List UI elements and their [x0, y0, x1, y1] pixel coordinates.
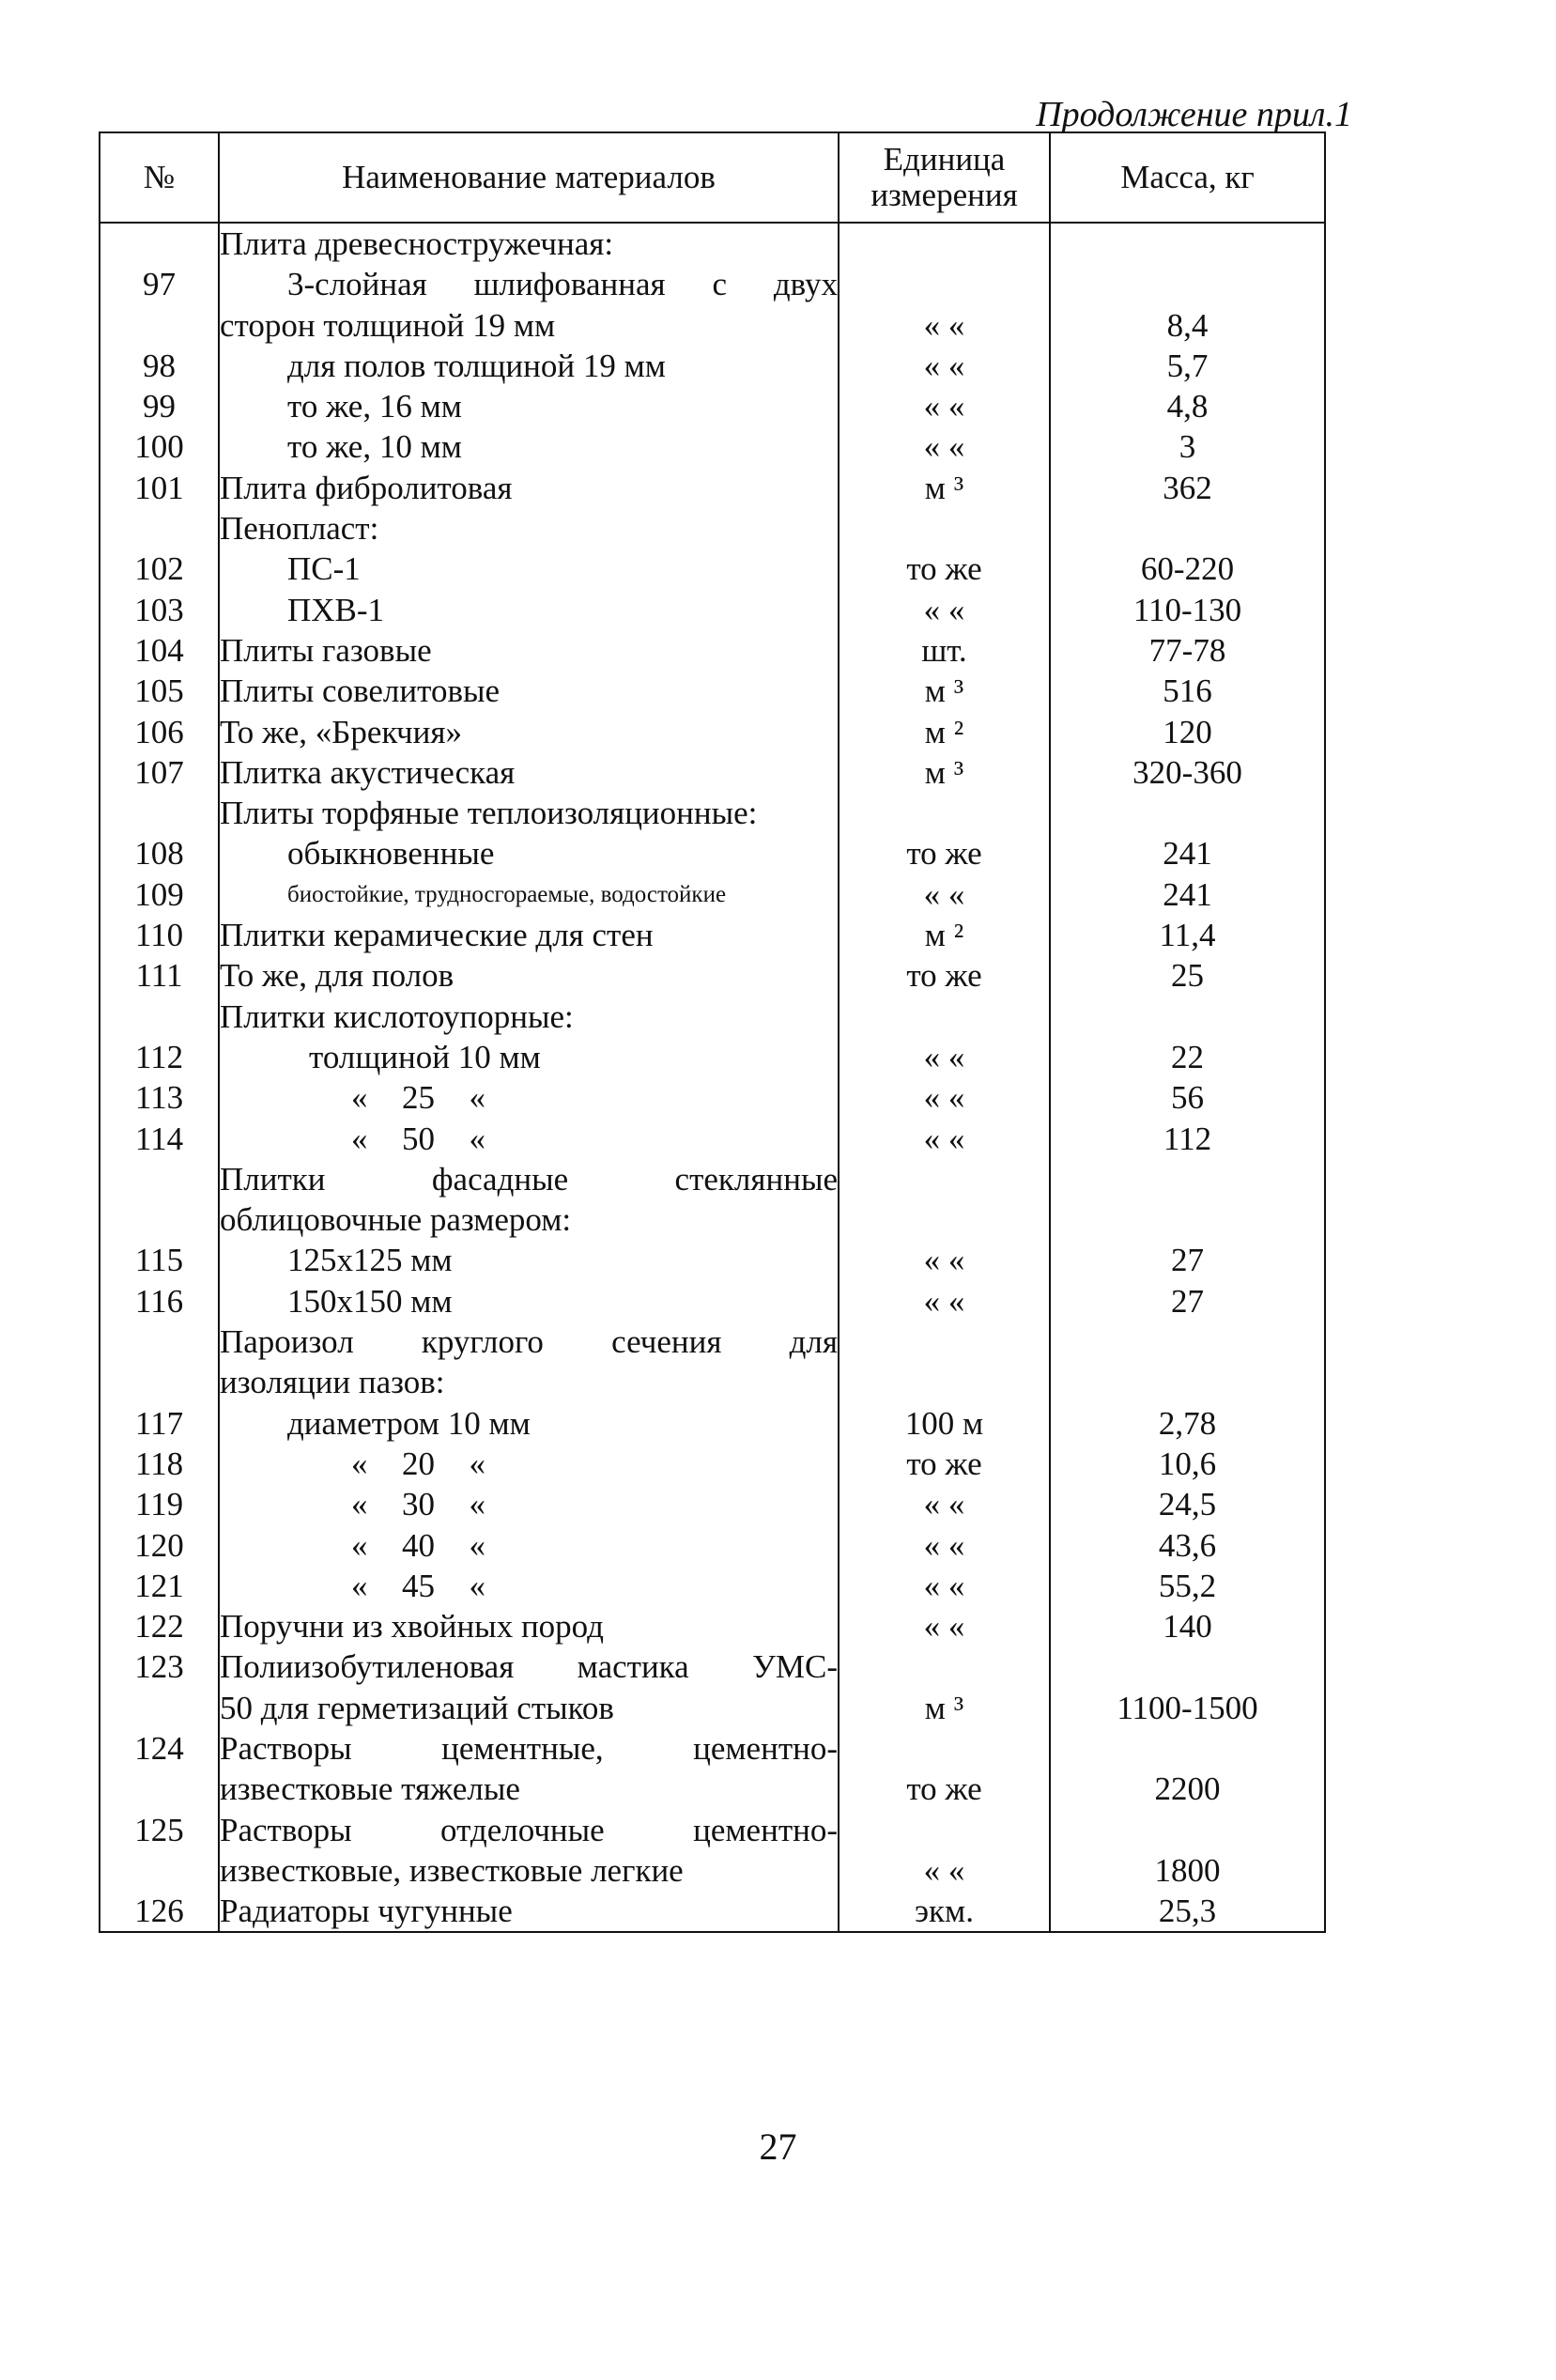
material-name: 3-слойная шлифованная с двух — [219, 264, 839, 304]
continuation-label: Продолжение прил.1 — [1036, 95, 1352, 134]
mass-cell: 22 — [1050, 1037, 1325, 1077]
mass-cell: 320-360 — [1050, 752, 1325, 793]
row-number: 124 — [100, 1728, 219, 1769]
row-number: 111 — [100, 955, 219, 996]
row-number: 104 — [100, 630, 219, 671]
table-row — [100, 1850, 1325, 1891]
unit-cell: « « — [839, 1240, 1050, 1280]
unit-cell: то же — [839, 833, 1050, 873]
mass-cell — [1050, 793, 1325, 833]
table-row — [100, 1444, 1325, 1484]
material-name — [219, 1484, 839, 1524]
unit-cell: « « — [839, 305, 1050, 346]
material-name — [219, 1525, 839, 1566]
row-number — [100, 1688, 219, 1728]
material-name: ПХВ-1 — [219, 590, 839, 630]
header-name: Наименование материалов — [219, 132, 839, 223]
mass-cell: 27 — [1050, 1240, 1325, 1280]
unit-cell: « « — [839, 1037, 1050, 1077]
row-number — [100, 223, 219, 264]
material-name: То же, «Брекчия» — [219, 712, 839, 752]
mass-cell: 120 — [1050, 712, 1325, 752]
material-name — [219, 1444, 839, 1484]
unit-cell: м ² — [839, 915, 1050, 955]
unit-cell: то же — [839, 549, 1050, 589]
material-name — [219, 1566, 839, 1606]
table-row — [100, 1484, 1325, 1524]
unit-cell — [839, 1728, 1050, 1769]
table-row — [100, 1077, 1325, 1118]
material-name: Растворы отделочные цементно- — [219, 1810, 839, 1850]
row-number: 118 — [100, 1444, 219, 1484]
material-name: Растворы цементные, цементно- — [219, 1728, 839, 1769]
table-row — [100, 712, 1325, 752]
ditto-mark: « — [351, 1526, 368, 1564]
table-row — [100, 1891, 1325, 1932]
mass-cell: 241 — [1050, 874, 1325, 915]
unit-cell: « « — [839, 1077, 1050, 1118]
unit-cell: « « — [839, 1484, 1050, 1524]
material-name-value: 50 — [402, 1120, 435, 1157]
unit-cell: м ³ — [839, 1688, 1050, 1728]
table-row — [100, 223, 1325, 264]
table-row — [100, 997, 1325, 1037]
ditto-mark: « — [351, 1120, 368, 1157]
table-row — [100, 1362, 1325, 1402]
mass-cell: 1800 — [1050, 1850, 1325, 1891]
material-name: Пароизол круглого сечения для — [219, 1321, 839, 1362]
table-row — [100, 671, 1325, 711]
row-number — [100, 1850, 219, 1891]
ditto-mark: « — [351, 1486, 368, 1523]
row-number: 101 — [100, 468, 219, 508]
material-name-value: 40 — [402, 1526, 435, 1564]
unit-cell — [839, 223, 1050, 264]
row-number: 98 — [100, 346, 219, 386]
unit-cell: м ³ — [839, 752, 1050, 793]
mass-cell — [1050, 1159, 1325, 1199]
row-number: 105 — [100, 671, 219, 711]
ditto-mark: « — [469, 1486, 485, 1523]
unit-cell: « « — [839, 1606, 1050, 1646]
table-row — [100, 305, 1325, 346]
material-name: диаметром 10 мм — [219, 1403, 839, 1444]
mass-cell: 24,5 — [1050, 1484, 1325, 1524]
table-row — [100, 1606, 1325, 1646]
unit-cell: « « — [839, 386, 1050, 426]
row-number: 126 — [100, 1891, 219, 1932]
table-header-row — [100, 132, 1325, 223]
unit-cell: м ² — [839, 712, 1050, 752]
row-number: 120 — [100, 1525, 219, 1566]
unit-cell — [839, 508, 1050, 549]
ditto-mark: « — [351, 1445, 368, 1482]
material-name: биостойкие, трудносгораемые, водостойкие — [219, 874, 839, 915]
mass-cell — [1050, 997, 1325, 1037]
row-number: 110 — [100, 915, 219, 955]
material-name: для полов толщиной 19 мм — [219, 346, 839, 386]
mass-cell: 25 — [1050, 955, 1325, 996]
unit-cell: « « — [839, 590, 1050, 630]
material-name: сторон толщиной 19 мм — [219, 305, 839, 346]
unit-cell: « « — [839, 1119, 1050, 1159]
table-row — [100, 793, 1325, 833]
row-number — [100, 305, 219, 346]
table-row — [100, 1810, 1325, 1850]
table-row — [100, 1159, 1325, 1199]
material-name — [219, 1119, 839, 1159]
material-name: Плиты торфяные теплоизоляционные: — [219, 793, 839, 833]
material-name-value: 30 — [402, 1486, 435, 1523]
mass-cell — [1050, 1646, 1325, 1687]
unit-cell — [839, 264, 1050, 304]
table-row — [100, 1769, 1325, 1809]
table-row — [100, 1199, 1325, 1240]
mass-cell — [1050, 1810, 1325, 1850]
ditto-mark: « — [469, 1526, 485, 1564]
table-row — [100, 915, 1325, 955]
table-row — [100, 1321, 1325, 1362]
mass-cell: 2200 — [1050, 1769, 1325, 1809]
mass-cell — [1050, 264, 1325, 304]
material-name: изоляции пазов: — [219, 1362, 839, 1402]
mass-cell: 60-220 — [1050, 549, 1325, 589]
mass-cell: 27 — [1050, 1281, 1325, 1321]
mass-cell: 110-130 — [1050, 590, 1325, 630]
material-name: Плитка акустическая — [219, 752, 839, 793]
mass-cell: 25,3 — [1050, 1891, 1325, 1932]
table-row — [100, 752, 1325, 793]
row-number: 122 — [100, 1606, 219, 1646]
unit-cell: « « — [839, 874, 1050, 915]
mass-cell — [1050, 223, 1325, 264]
unit-cell: « « — [839, 1850, 1050, 1891]
material-name: Плитки кислотоупорные: — [219, 997, 839, 1037]
table-row — [100, 833, 1325, 873]
header-number: № — [100, 132, 219, 223]
material-name: Пенопласт: — [219, 508, 839, 549]
mass-cell: 1100-1500 — [1050, 1688, 1325, 1728]
material-name: 150x150 мм — [219, 1281, 839, 1321]
table-row — [100, 1281, 1325, 1321]
material-name: то же, 10 мм — [219, 426, 839, 467]
unit-cell: то же — [839, 1769, 1050, 1809]
material-name: Радиаторы чугунные — [219, 1891, 839, 1932]
unit-cell — [839, 1321, 1050, 1362]
mass-cell: 112 — [1050, 1119, 1325, 1159]
table-row — [100, 1240, 1325, 1280]
material-name: Поручни из хвойных пород — [219, 1606, 839, 1646]
unit-cell — [839, 1646, 1050, 1687]
material-name: известковые тяжелые — [219, 1769, 839, 1809]
row-number — [100, 1321, 219, 1362]
row-number: 115 — [100, 1240, 219, 1280]
table-row — [100, 1119, 1325, 1159]
unit-cell: « « — [839, 426, 1050, 467]
table-row — [100, 508, 1325, 549]
mass-cell: 11,4 — [1050, 915, 1325, 955]
ditto-mark: « — [469, 1120, 485, 1157]
row-number: 97 — [100, 264, 219, 304]
ditto-mark: « — [469, 1079, 485, 1117]
row-number: 125 — [100, 1810, 219, 1850]
table-row — [100, 955, 1325, 996]
unit-cell: шт. — [839, 630, 1050, 671]
row-number — [100, 1159, 219, 1199]
table-row — [100, 1728, 1325, 1769]
row-number: 116 — [100, 1281, 219, 1321]
row-number: 123 — [100, 1646, 219, 1687]
table-row — [100, 549, 1325, 589]
row-number — [100, 793, 219, 833]
row-number: 103 — [100, 590, 219, 630]
material-name: ПС-1 — [219, 549, 839, 589]
material-name: Плиты совелитовые — [219, 671, 839, 711]
unit-cell: м ³ — [839, 671, 1050, 711]
mass-cell: 77-78 — [1050, 630, 1325, 671]
unit-cell: то же — [839, 955, 1050, 996]
row-number: 119 — [100, 1484, 219, 1524]
table-row — [100, 468, 1325, 508]
material-name: 50 для герметизаций стыков — [219, 1688, 839, 1728]
mass-cell: 2,78 — [1050, 1403, 1325, 1444]
unit-cell: м ³ — [839, 468, 1050, 508]
table-body — [100, 223, 1325, 1932]
material-name-value: 20 — [402, 1445, 435, 1482]
unit-cell: экм. — [839, 1891, 1050, 1932]
mass-cell: 8,4 — [1050, 305, 1325, 346]
header-unit: Единица измерения — [839, 132, 1050, 223]
mass-cell: 5,7 — [1050, 346, 1325, 386]
row-number: 117 — [100, 1403, 219, 1444]
mass-cell: 3 — [1050, 426, 1325, 467]
page-number: 27 — [759, 2125, 797, 2168]
mass-cell — [1050, 1199, 1325, 1240]
mass-cell: 4,8 — [1050, 386, 1325, 426]
ditto-mark: « — [351, 1079, 368, 1117]
unit-cell — [839, 793, 1050, 833]
mass-cell — [1050, 1362, 1325, 1402]
table-row — [100, 386, 1325, 426]
mass-cell: 362 — [1050, 468, 1325, 508]
table-row — [100, 346, 1325, 386]
material-name: Плиты газовые — [219, 630, 839, 671]
ditto-mark: « — [469, 1445, 485, 1482]
table-row — [100, 264, 1325, 304]
material-name — [219, 1077, 839, 1118]
material-name: известковые, известковые легкие — [219, 1850, 839, 1891]
material-name: обыкновенные — [219, 833, 839, 873]
ditto-mark: « — [469, 1567, 485, 1604]
unit-cell: « « — [839, 1566, 1050, 1606]
unit-cell: то же — [839, 1444, 1050, 1484]
table-row — [100, 426, 1325, 467]
row-number: 102 — [100, 549, 219, 589]
unit-cell — [839, 997, 1050, 1037]
table-row — [100, 874, 1325, 915]
row-number — [100, 1769, 219, 1809]
table-row — [100, 590, 1325, 630]
unit-cell: 100 м — [839, 1403, 1050, 1444]
material-name: Плитки керамические для стен — [219, 915, 839, 955]
material-name: 125x125 мм — [219, 1240, 839, 1280]
unit-cell — [839, 1810, 1050, 1850]
ditto-mark: « — [351, 1567, 368, 1604]
mass-cell: 516 — [1050, 671, 1325, 711]
row-number — [100, 1362, 219, 1402]
material-name: Плита древесностружечная: — [219, 223, 839, 264]
unit-cell — [839, 1199, 1050, 1240]
material-name: Полиизобутиленовая мастика УМС- — [219, 1646, 839, 1687]
materials-table — [99, 131, 1326, 1933]
table-row — [100, 1646, 1325, 1687]
row-number: 108 — [100, 833, 219, 873]
unit-cell — [839, 1159, 1050, 1199]
table-row — [100, 1525, 1325, 1566]
row-number: 109 — [100, 874, 219, 915]
unit-cell — [839, 1362, 1050, 1402]
row-number: 114 — [100, 1119, 219, 1159]
material-name: то же, 16 мм — [219, 386, 839, 426]
row-number — [100, 508, 219, 549]
table-row — [100, 630, 1325, 671]
material-name: Плита фибролитовая — [219, 468, 839, 508]
mass-cell — [1050, 1728, 1325, 1769]
row-number: 99 — [100, 386, 219, 426]
mass-cell — [1050, 508, 1325, 549]
row-number: 121 — [100, 1566, 219, 1606]
row-number: 106 — [100, 712, 219, 752]
unit-cell: « « — [839, 346, 1050, 386]
material-name: толщиной 10 мм — [219, 1037, 839, 1077]
mass-cell: 56 — [1050, 1077, 1325, 1118]
mass-cell: 43,6 — [1050, 1525, 1325, 1566]
mass-cell: 140 — [1050, 1606, 1325, 1646]
mass-cell: 241 — [1050, 833, 1325, 873]
material-name: Плитки фасадные стеклянные — [219, 1159, 839, 1199]
row-number: 112 — [100, 1037, 219, 1077]
material-name-value: 45 — [402, 1567, 435, 1604]
material-name: То же, для полов — [219, 955, 839, 996]
row-number: 113 — [100, 1077, 219, 1118]
table-row — [100, 1688, 1325, 1728]
table-row — [100, 1037, 1325, 1077]
row-number: 100 — [100, 426, 219, 467]
row-number: 107 — [100, 752, 219, 793]
mass-cell: 55,2 — [1050, 1566, 1325, 1606]
material-name: облицовочные размером: — [219, 1199, 839, 1240]
unit-cell: « « — [839, 1525, 1050, 1566]
unit-cell: « « — [839, 1281, 1050, 1321]
material-name-value: 25 — [402, 1079, 435, 1117]
table-row — [100, 1403, 1325, 1444]
row-number — [100, 1199, 219, 1240]
header-mass: Масса, кг — [1050, 132, 1325, 223]
mass-cell — [1050, 1321, 1325, 1362]
row-number — [100, 997, 219, 1037]
mass-cell: 10,6 — [1050, 1444, 1325, 1484]
table-row — [100, 1566, 1325, 1606]
